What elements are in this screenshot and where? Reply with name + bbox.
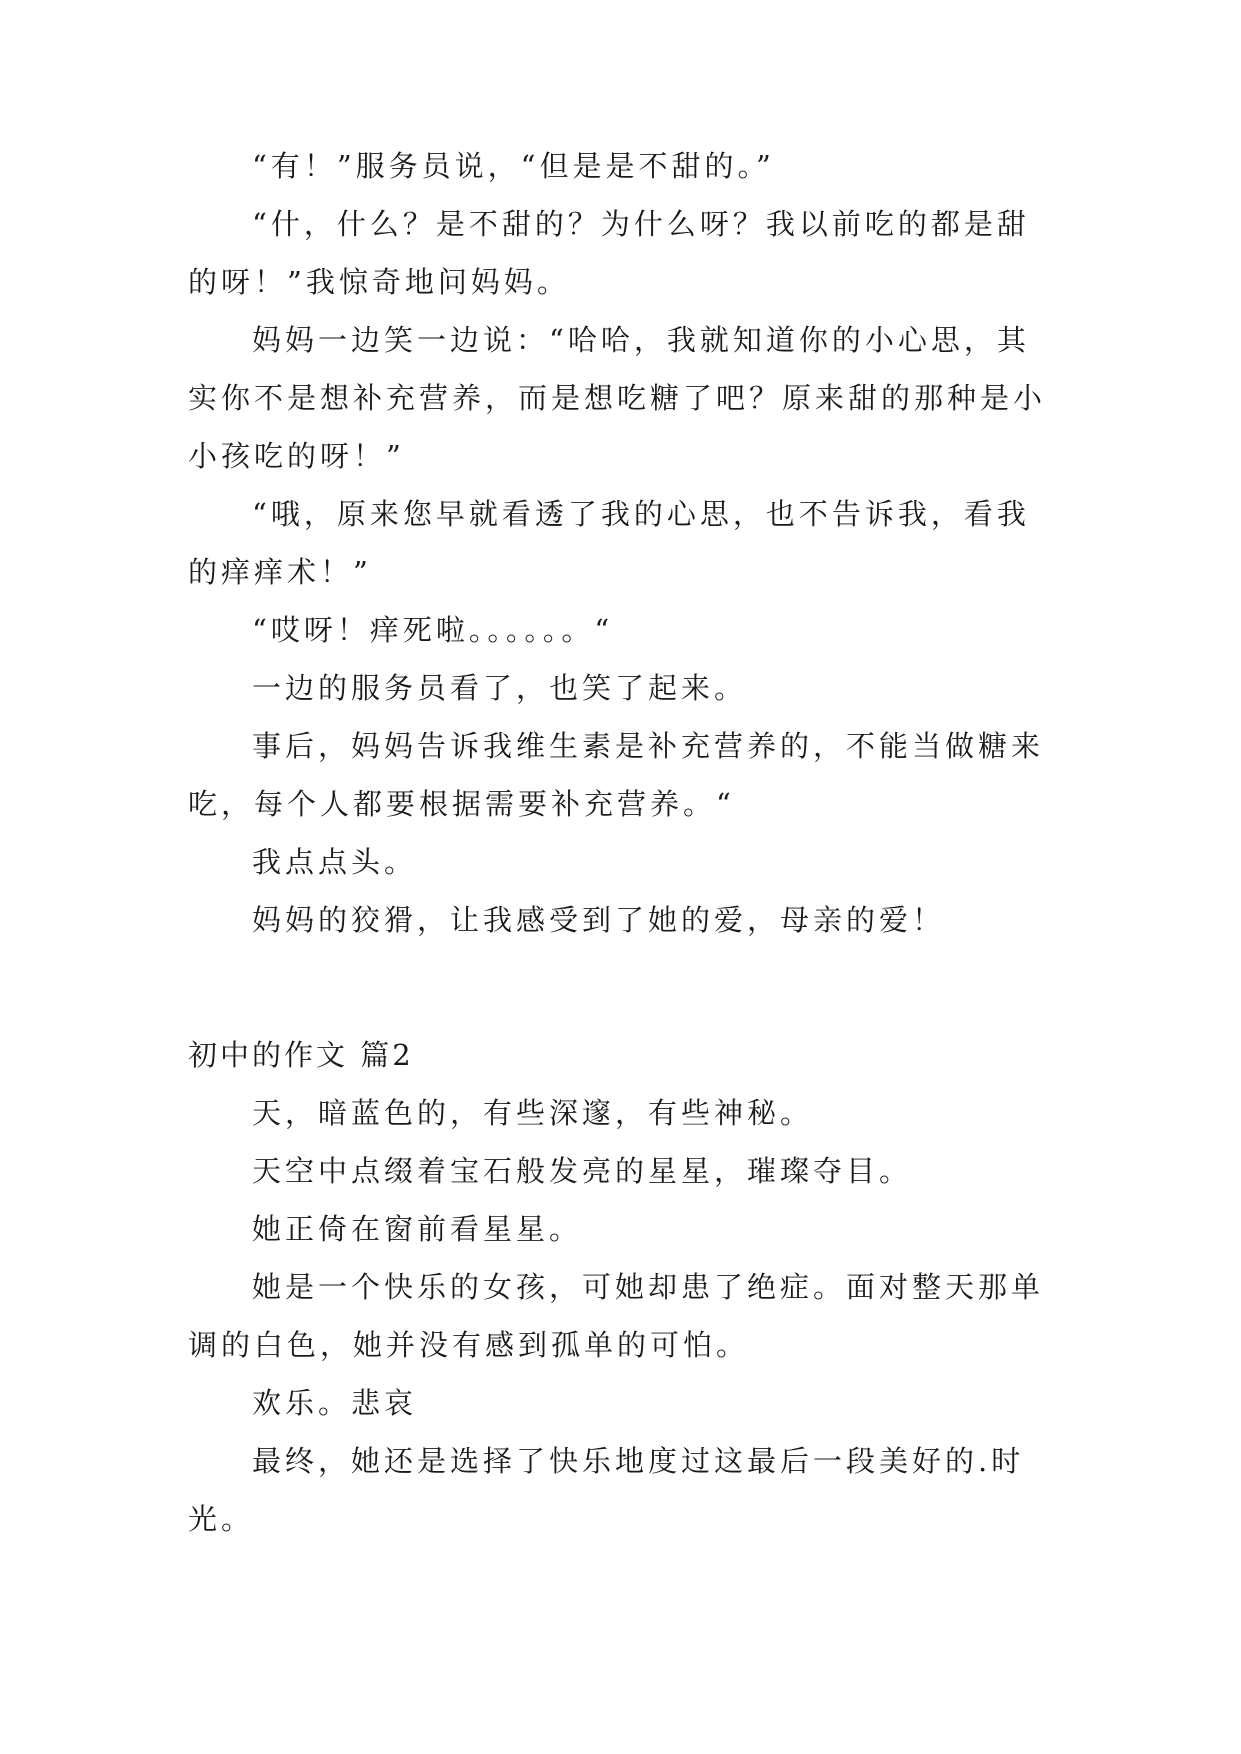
paragraph: 最终，她还是选择了快乐地度过这最后一段美好的.时光。 (188, 1444, 1025, 1536)
article-1-body (188, 137, 1056, 949)
paragraph: 妈妈的狡猾，让我感受到了她的爱，母亲的爱！ (252, 903, 946, 937)
paragraph: 天空中点缀着宝石般发亮的星星，璀璨夺目。 (252, 1154, 913, 1188)
paragraph: 事后，妈妈告诉我维生素是补充营养的，不能当做糖来吃，每个人都要根据需要补充营养。“ (188, 729, 1045, 821)
paragraph: “哦，原来您早就看透了我的心思，也不告诉我，看我的痒痒术！” (188, 497, 1030, 589)
paragraph: 我点点头。 (252, 845, 418, 879)
paragraph: 她是一个快乐的女孩，可她却患了绝症。面对整天那单调的白色，她并没有感到孤单的可怕。 (188, 1270, 1045, 1362)
paragraph: 妈妈一边笑一边说：“哈哈，我就知道你的小心思，其实你不是想补充营养，而是想吃糖了吧？原来甜的那种是小小孩吃的呀！” (188, 323, 1047, 473)
article-2 (188, 1026, 1056, 1548)
paragraph: 她正倚在窗前看星星。 (252, 1212, 583, 1246)
article-heading: 初中的作文 篇2 (188, 1038, 414, 1072)
paragraph: “哎呀！痒死啦。。。。。。“ (252, 613, 614, 647)
paragraph: 欢乐。悲哀 (252, 1386, 418, 1420)
paragraph: “什，什么？是不甜的？为什么呀？我以前吃的都是甜的呀！”我惊奇地问妈妈。 (188, 207, 1030, 299)
paragraph: 天，暗蓝色的，有些深邃，有些神秘。 (252, 1096, 814, 1130)
paragraph: “有！”服务员说，“但是是不甜的。” (252, 149, 775, 183)
paragraph: 一边的服务员看了，也笑了起来。 (252, 671, 748, 705)
